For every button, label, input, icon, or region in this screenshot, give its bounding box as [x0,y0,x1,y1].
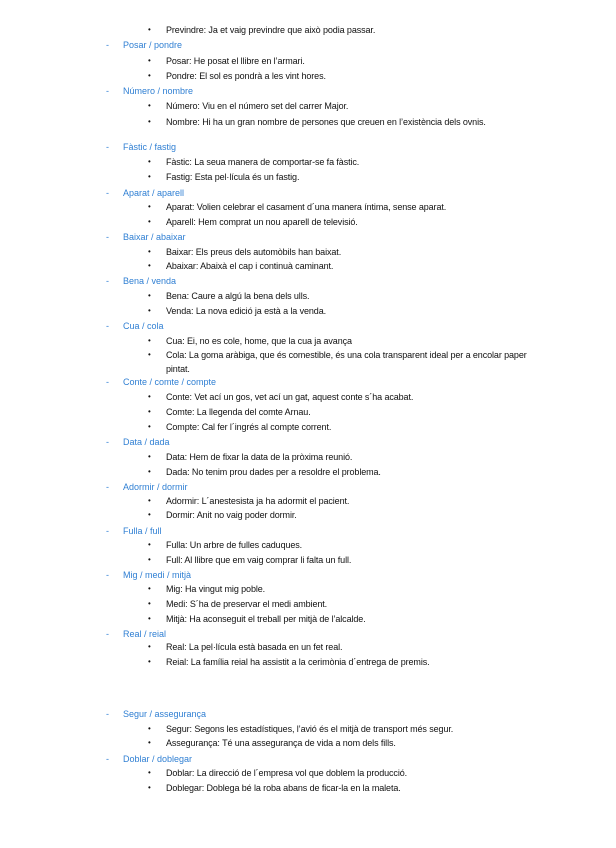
section-heading-row [0,480,616,494]
bullet-marker: • [148,247,151,256]
example-sentence: Fulla: Un arbre de fulles caduques. [166,540,303,550]
example-sentence: Dormir: Anit no vaig poder dormir. [166,510,297,520]
bullet-marker: • [148,71,151,80]
example-item [0,259,616,273]
section-heading-row [0,140,616,154]
example-item [0,69,616,83]
example-item [0,722,616,736]
dash-marker: - [106,321,109,331]
section-heading: Mig / medi / mitjà [123,570,192,580]
example-sentence: Bena: Caure a algú la bena dels ulls. [166,291,310,301]
bullet-marker: • [148,510,151,519]
example-item [0,508,616,522]
example-item [0,597,616,611]
example-sentence: Full: Al llibre que em vaig comprar li falta un full. [166,555,352,565]
bullet-marker: • [148,555,151,564]
section-heading-row [0,274,616,288]
bullet-marker: • [148,25,151,34]
example-sentence: Previndre: Ja et vaig previndre que això podia passar. [166,25,376,35]
section-heading-row [0,84,616,98]
example-item [0,99,616,113]
example-item [0,245,616,259]
example-sentence: Doblar: La direcció de l´empresa vol que doblem la producció. [166,768,408,778]
example-item [0,655,616,669]
bullet-marker: • [148,467,151,476]
bullet-marker: • [148,392,151,401]
dash-marker: - [106,709,109,719]
example-sentence: Mig: Ha vingut mig poble. [166,584,266,594]
bullet-marker: • [148,452,151,461]
bullet-marker: • [148,407,151,416]
bullet-marker: • [148,336,151,345]
example-item [0,494,616,508]
example-sentence: Data: Hem de fixar la data de la pròxima reunió. [166,452,353,462]
dash-marker: - [106,526,109,536]
example-sentence: Adormir: L´anestesista ja ha adormit el pacient. [166,496,350,506]
section-heading: Baixar / abaixar [123,232,186,242]
example-sentence: Doblegar: Doblega bé la roba abans de ficar-la en la maleta. [166,783,401,793]
example-item [0,612,616,626]
example-sentence: Abaixar: Abaixà el cap i continuà caminant. [166,261,334,271]
bullet-marker: • [148,117,151,126]
section-heading: Conte / comte / compte [123,377,217,387]
section-heading-row [0,375,616,389]
dash-marker: - [106,629,109,639]
bullet-marker: • [148,291,151,300]
example-item [0,334,616,348]
example-item [0,115,616,129]
example-sentence: Medi: S´ha de preservar el medi ambient. [166,599,328,609]
example-sentence: Real: La pel·lícula està basada en un fet real. [166,642,343,652]
section-heading: Real / reial [123,629,167,639]
section-heading: Doblar / doblegar [123,754,193,764]
dash-marker: - [106,232,109,242]
section-heading: Fulla / full [123,526,162,536]
bullet-marker: • [148,599,151,608]
bullet-marker: • [148,614,151,623]
section-heading-row [0,230,616,244]
dash-marker: - [106,570,109,580]
bullet-marker: • [148,642,151,651]
example-item [0,304,616,318]
example-item [0,538,616,552]
section-heading-row [0,186,616,200]
example-item [0,200,616,214]
section-heading: Cua / cola [123,321,164,331]
bullet-marker: • [148,783,151,792]
dash-marker: - [106,86,109,96]
example-sentence: Número: Viu en el número set del carrer Major. [166,101,349,111]
section-heading: Data / dada [123,437,170,447]
example-item [0,215,616,229]
example-item [0,170,616,184]
section-heading: Bena / venda [123,276,177,286]
bullet-marker: • [148,202,151,211]
example-item [0,450,616,464]
example-item [0,736,616,750]
example-item [0,420,616,434]
example-sentence: Nombre: Hi ha un gran nombre de persones que creuen en l’existència dels ovnis. [166,117,486,127]
dash-marker: - [106,142,109,152]
example-item [0,155,616,169]
dash-marker: - [106,482,109,492]
bullet-marker: • [148,540,151,549]
example-sentence: Posar: He posat el llibre en l’armari. [166,56,305,66]
section-heading: Fàstic / fastig [123,142,177,152]
example-item [0,405,616,419]
example-sentence: Compte: Cal fer l´ingrés al compte corrent. [166,422,332,432]
dash-marker: - [106,377,109,387]
section-heading-row [0,38,616,52]
example-sentence: Segur: Segons les estadístiques, l’avió és el mitjà de transport més segur. [166,724,454,734]
example-sentence: Comte: La llegenda del comte Arnau. [166,407,311,417]
bullet-marker: • [148,101,151,110]
example-item [0,766,616,780]
example-item [0,390,616,404]
example-item [0,781,616,795]
section-heading-row [0,627,616,641]
bullet-marker: • [148,157,151,166]
section-heading-row [0,568,616,582]
example-item [0,640,616,654]
bullet-marker: • [148,657,151,666]
dash-marker: - [106,437,109,447]
section-heading-row [0,524,616,538]
dash-marker: - [106,754,109,764]
bullet-marker: • [148,496,151,505]
dash-marker: - [106,188,109,198]
bullet-marker: • [148,217,151,226]
dash-marker: - [106,276,109,286]
example-sentence: Pondre: El sol es pondrà a les vint hores. [166,71,326,81]
example-item [0,582,616,596]
bullet-marker: • [148,172,151,181]
bullet-marker: • [148,724,151,733]
bullet-marker: • [148,422,151,431]
example-sentence: Baixar: Els preus dels automòbils han baixat. [166,247,342,257]
example-sentence: Venda: La nova edició ja està a la venda. [166,306,327,316]
section-heading: Aparat / aparell [123,188,185,198]
section-heading-row [0,707,616,721]
section-heading: Número / nombre [123,86,194,96]
example-sentence: Aparat: Volien celebrar el casament d´una manera íntima, sense aparat. [166,202,447,212]
example-sentence: Fastig: Esta pel·lícula és un fastig. [166,172,300,182]
bullet-marker: • [148,56,151,65]
example-sentence: Fàstic: La seua manera de comportar-se fa fàstic. [166,157,360,167]
example-sentence: Cola: La goma aràbiga, que és comestible, és una cola transparent ideal per a encolar paper pintat. [166,350,527,374]
dash-marker: - [106,40,109,50]
example-item [0,23,616,37]
bullet-marker: • [148,350,151,359]
section-heading: Segur / assegurança [123,709,207,719]
example-sentence: Dada: No tenim prou dades per a resoldre el problema. [166,467,381,477]
section-heading: Adormir / dormir [123,482,188,492]
bullet-marker: • [148,738,151,747]
example-sentence: Assegurança: Té una assegurança de vida a nom dels fills. [166,738,396,748]
example-sentence: Cua: Ei, no es cole, home, que la cua ja avança [166,336,352,346]
bullet-marker: • [148,261,151,270]
bullet-marker: • [148,768,151,777]
section-heading-row [0,752,616,766]
bullet-marker: • [148,584,151,593]
example-item [0,348,616,374]
section-heading: Posar / pondre [123,40,183,50]
example-item [0,289,616,303]
example-item [0,465,616,479]
example-sentence: Aparell: Hem comprat un nou aparell de televisió. [166,217,358,227]
section-heading-row [0,435,616,449]
example-sentence: Reial: La família reial ha assistit a la cerimònia d´entrega de premis. [166,657,430,667]
bullet-marker: • [148,306,151,315]
example-sentence: Mitjà: Ha aconseguit el treball per mitjà de l’alcalde. [166,614,366,624]
example-sentence: Conte: Vet ací un gos, vet ací un gat, aquest conte s´ha acabat. [166,392,414,402]
section-heading-row [0,319,616,333]
example-item [0,553,616,567]
example-item [0,54,616,68]
